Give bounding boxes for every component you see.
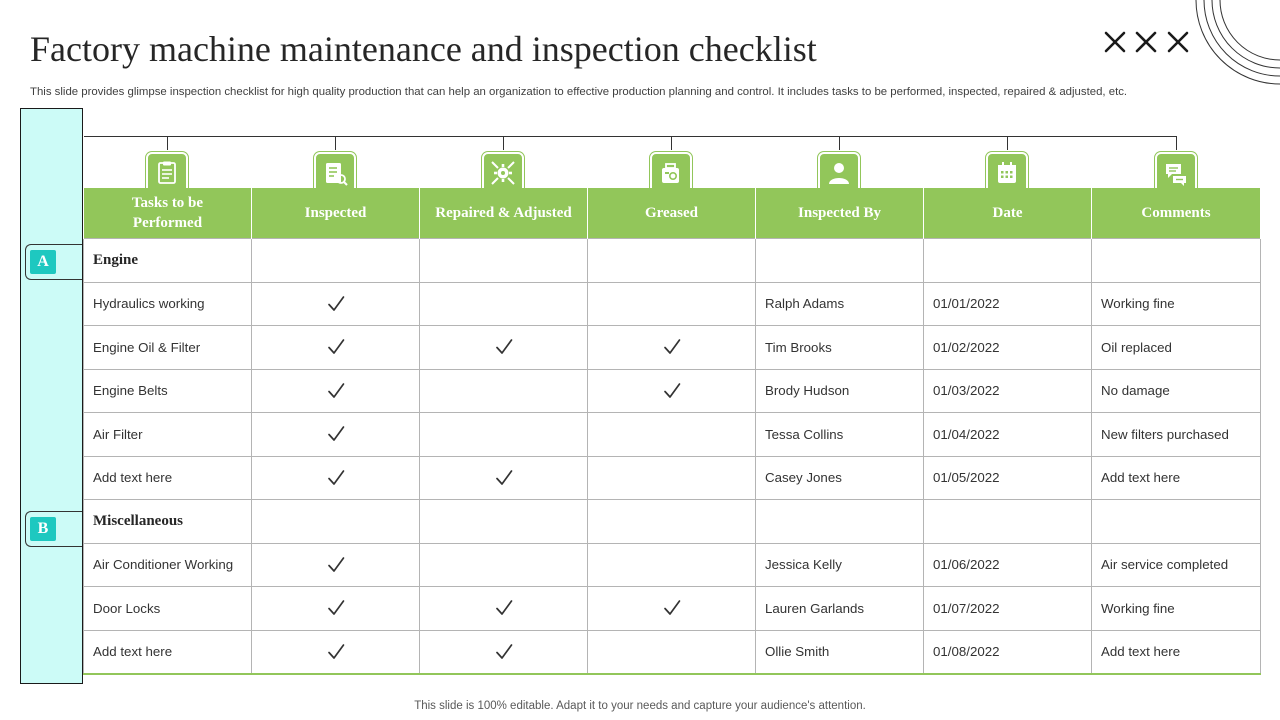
table-row [84, 326, 1261, 370]
table-header-row [84, 188, 1261, 239]
greased-cell [588, 587, 756, 631]
empty-cell [1092, 239, 1261, 283]
connector-drop [1176, 136, 1177, 150]
comment-cell: Add text here [1092, 456, 1261, 500]
inspected-by-cell: Tim Brooks [756, 326, 924, 370]
inspected-cell [252, 543, 420, 587]
task-cell: Air Filter [84, 413, 252, 457]
checklist-table [83, 188, 1261, 675]
decorative-x-marks-icon [1100, 30, 1190, 54]
decorative-arcs-icon [1190, 0, 1280, 90]
empty-cell [756, 500, 924, 544]
comment-cell: Oil replaced [1092, 326, 1261, 370]
empty-cell [1092, 500, 1261, 544]
inspected-by-cell: Ralph Adams [756, 282, 924, 326]
empty-cell [924, 239, 1092, 283]
inspected-cell [252, 630, 420, 674]
inspected-by-cell: Jessica Kelly [756, 543, 924, 587]
date-cell: 01/06/2022 [924, 543, 1092, 587]
checkmark-icon [326, 381, 346, 401]
checkmark-icon [662, 598, 682, 618]
section-badge-a: A [30, 250, 56, 274]
checkmark-icon [326, 598, 346, 618]
table-row [84, 587, 1261, 631]
comment-cell: Air service completed [1092, 543, 1261, 587]
column-header-inspected: Inspected [252, 188, 420, 239]
empty-cell [588, 500, 756, 544]
section-badge-b: B [30, 517, 56, 541]
date-cell: 01/07/2022 [924, 587, 1092, 631]
inspected-cell [252, 282, 420, 326]
inspected-by-cell: Casey Jones [756, 456, 924, 500]
repaired-adjusted-cell [420, 326, 588, 370]
date-cell: 01/03/2022 [924, 369, 1092, 413]
checkmark-icon [494, 468, 514, 488]
date-cell: 01/08/2022 [924, 630, 1092, 674]
repaired-adjusted-cell [420, 282, 588, 326]
column-header-greased: Greased [588, 188, 756, 239]
section-title: Miscellaneous [84, 500, 252, 544]
inspected-by-cell: Brody Hudson [756, 369, 924, 413]
inspected-cell [252, 456, 420, 500]
greased-cell [588, 456, 756, 500]
table-row [84, 630, 1261, 674]
table-row [84, 282, 1261, 326]
footer-note: This slide is 100% editable. Adapt it to your needs and capture your audience's attention. [414, 700, 866, 712]
page-subtitle: This slide provides glimpse inspection checklist for high quality production that can help an organization to effective production planning and control. It includes tasks to be performed, inspected, repaired & adjusted, etc. [30, 86, 1128, 98]
checkmark-icon [326, 294, 346, 314]
connector-drop [1007, 136, 1008, 150]
connector-drop [671, 136, 672, 150]
inspected-cell [252, 587, 420, 631]
inspected-by-cell: Tessa Collins [756, 413, 924, 457]
empty-cell [252, 500, 420, 544]
task-cell: Engine Oil & Filter [84, 326, 252, 370]
checkmark-icon [326, 642, 346, 662]
table-row [84, 456, 1261, 500]
checkmark-icon [326, 555, 346, 575]
task-cell: Add text here [84, 630, 252, 674]
task-cell: Door Locks [84, 587, 252, 631]
greased-cell [588, 369, 756, 413]
section-header-row [84, 239, 1261, 283]
comment-cell: New filters purchased [1092, 413, 1261, 457]
checkmark-icon [494, 337, 514, 357]
column-header-tasks: Tasks to be Performed [84, 188, 252, 239]
empty-cell [420, 239, 588, 283]
comment-cell: Working fine [1092, 587, 1261, 631]
inspected-cell [252, 369, 420, 413]
connector-drop [167, 136, 168, 150]
side-panel [20, 108, 83, 684]
checkmark-icon [662, 381, 682, 401]
connector-drop [335, 136, 336, 150]
repaired-adjusted-cell [420, 369, 588, 413]
empty-cell [252, 239, 420, 283]
empty-cell [924, 500, 1092, 544]
checkmark-icon [326, 424, 346, 444]
section-title: Engine [84, 239, 252, 283]
greased-cell [588, 326, 756, 370]
date-cell: 01/05/2022 [924, 456, 1092, 500]
repaired-adjusted-cell [420, 456, 588, 500]
inspected-cell [252, 413, 420, 457]
task-cell: Engine Belts [84, 369, 252, 413]
inspected-by-cell: Ollie Smith [756, 630, 924, 674]
repaired-adjusted-cell [420, 413, 588, 457]
comment-cell: No damage [1092, 369, 1261, 413]
section-header-row [84, 500, 1261, 544]
repaired-adjusted-cell [420, 587, 588, 631]
empty-cell [420, 500, 588, 544]
checkmark-icon [326, 468, 346, 488]
connector-drop [503, 136, 504, 150]
greased-cell [588, 282, 756, 326]
inspected-by-cell: Lauren Garlands [756, 587, 924, 631]
task-cell: Add text here [84, 456, 252, 500]
date-cell: 01/02/2022 [924, 326, 1092, 370]
date-cell: 01/01/2022 [924, 282, 1092, 326]
inspected-cell [252, 326, 420, 370]
repaired-adjusted-cell [420, 630, 588, 674]
checkmark-icon [326, 337, 346, 357]
column-header-inspected-by: Inspected By [756, 188, 924, 239]
greased-cell [588, 630, 756, 674]
empty-cell [588, 239, 756, 283]
empty-cell [756, 239, 924, 283]
table-row [84, 543, 1261, 587]
table-row [84, 369, 1261, 413]
checkmark-icon [662, 337, 682, 357]
task-cell: Hydraulics working [84, 282, 252, 326]
task-cell: Air Conditioner Working [84, 543, 252, 587]
column-header-comments: Comments [1092, 188, 1261, 239]
connector-drop [839, 136, 840, 150]
greased-cell [588, 413, 756, 457]
checkmark-icon [494, 642, 514, 662]
greased-cell [588, 543, 756, 587]
checkmark-icon [494, 598, 514, 618]
comment-cell: Add text here [1092, 630, 1261, 674]
column-header-repaired-adjusted: Repaired & Adjusted [420, 188, 588, 239]
column-header-date: Date [924, 188, 1092, 239]
table-row [84, 413, 1261, 457]
comment-cell: Working fine [1092, 282, 1261, 326]
repaired-adjusted-cell [420, 543, 588, 587]
date-cell: 01/04/2022 [924, 413, 1092, 457]
page-title: Factory machine maintenance and inspection checklist [30, 29, 817, 69]
column-connector-line [84, 136, 1177, 137]
